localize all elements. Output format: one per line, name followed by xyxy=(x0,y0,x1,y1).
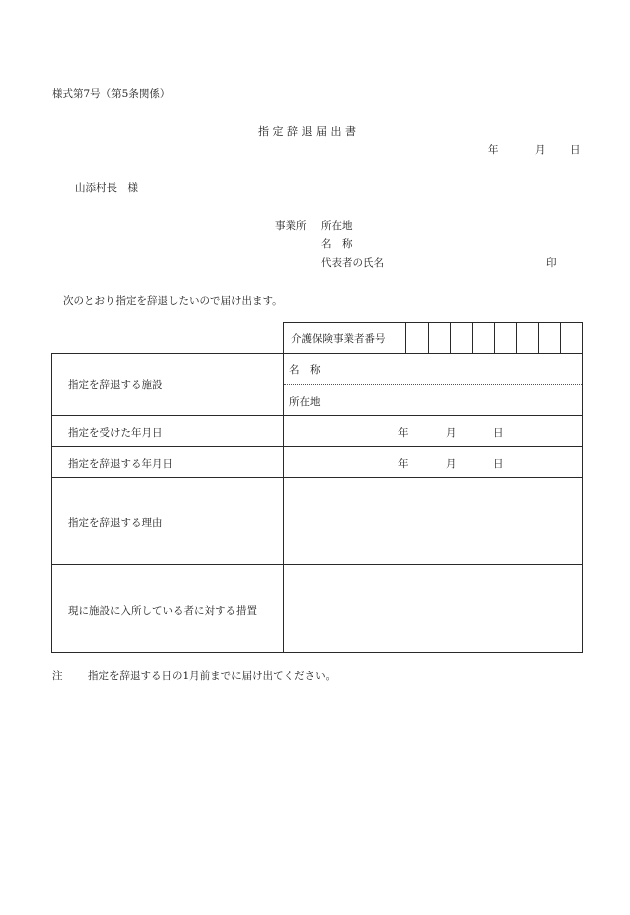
representative-label: 代表者の氏名 xyxy=(321,257,384,269)
designated-date-label: 指定を受けた年月日 xyxy=(68,427,163,439)
date-month: 月 xyxy=(535,144,546,156)
seal-mark: 印 xyxy=(546,257,557,269)
reason-label: 指定を辞退する理由 xyxy=(68,517,163,529)
designated-month: 月 xyxy=(446,427,457,439)
date-year: 年 xyxy=(488,144,499,156)
date-day: 日 xyxy=(570,144,581,156)
applicant-address-label: 所在地 xyxy=(321,220,353,232)
withdrawal-year: 年 xyxy=(398,458,409,470)
withdrawal-day: 日 xyxy=(493,458,504,470)
office-label: 事業所 xyxy=(275,220,307,232)
note-prefix: 注 xyxy=(52,670,63,682)
provider-number-label: 介護保険事業者番号 xyxy=(291,333,386,345)
designated-day: 日 xyxy=(493,427,504,439)
intro-text: 次のとおり指定を辞退したいので届け出ます。 xyxy=(63,295,283,307)
facility-address-label: 所在地 xyxy=(289,396,321,408)
applicant-name-label: 名 称 xyxy=(321,238,353,250)
form-number: 様式第7号（第5条関係） xyxy=(52,88,171,100)
facility-label: 指定を辞退する施設 xyxy=(68,379,163,391)
measures-label: 現に施設に入所している者に対する措置 xyxy=(68,605,257,617)
withdrawal-month: 月 xyxy=(446,458,457,470)
addressee: 山添村長 様 xyxy=(75,182,138,194)
page-title: 指 定 辞 退 届 出 書 xyxy=(258,125,356,138)
designated-year: 年 xyxy=(398,427,409,439)
note-text: 指定を辞退する日の1月前までに届け出てください。 xyxy=(88,670,337,682)
facility-name-label: 名 称 xyxy=(289,364,321,376)
withdrawal-date-label: 指定を辞退する年月日 xyxy=(68,458,173,470)
